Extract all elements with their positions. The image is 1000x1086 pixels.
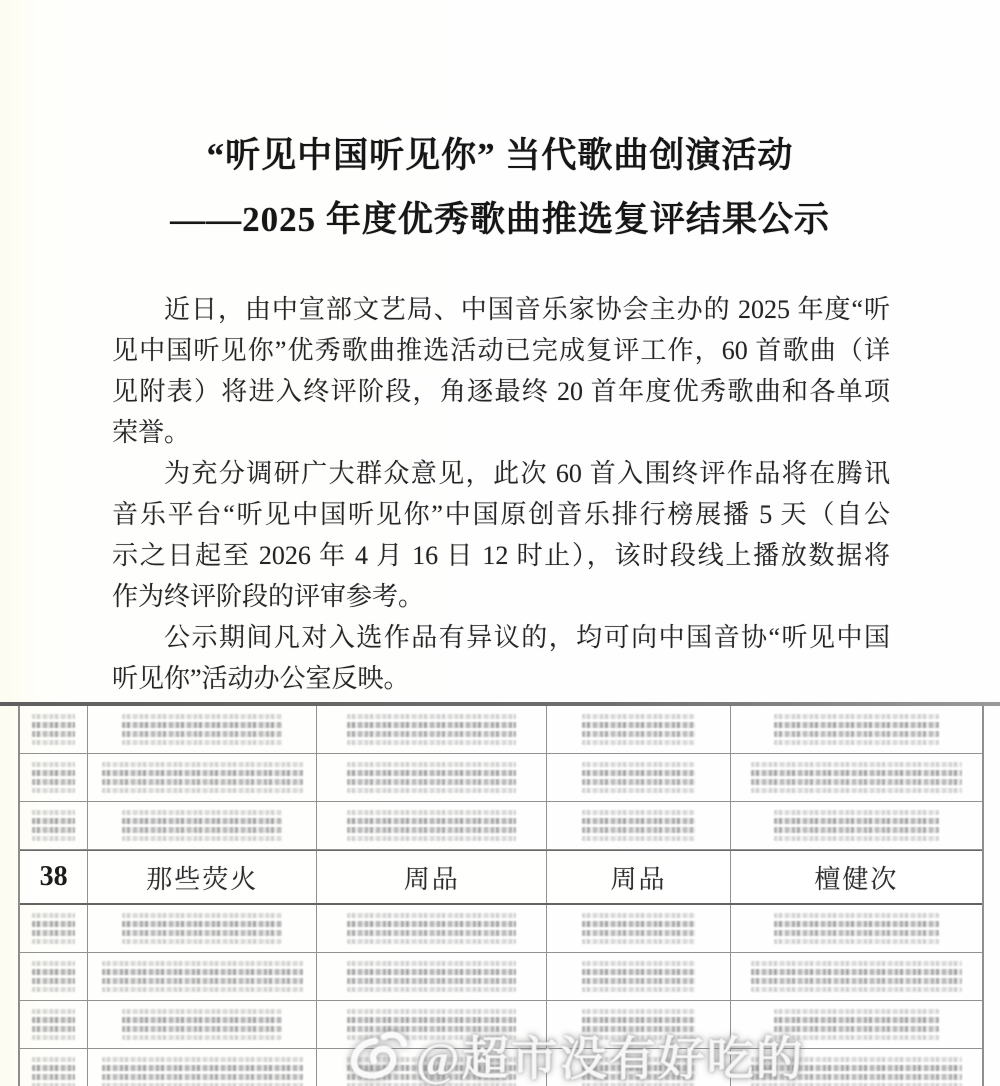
cell-redacted bbox=[88, 1001, 317, 1048]
pixelated-text bbox=[774, 714, 940, 745]
pixelated-text bbox=[102, 1057, 303, 1086]
cell-song-title bbox=[88, 851, 317, 903]
body-line: 公示期间凡对入选作品有异议的，均可向中国音协“听见中国 bbox=[164, 623, 890, 652]
cell-redacted bbox=[547, 802, 731, 849]
cell-redacted bbox=[88, 802, 317, 849]
pixelated-text bbox=[347, 714, 516, 745]
body-line: 示之日起至 2026 年 4 月 16 日 12 时止），该时段线上播放数据将 bbox=[112, 541, 890, 570]
cell-redacted bbox=[88, 953, 317, 1000]
body-line: 见中国听见你”优秀歌曲推选活动已完成复评工作，60 首歌曲（详 bbox=[112, 336, 890, 365]
pixelated-text bbox=[347, 762, 516, 793]
cell-redacted bbox=[20, 802, 88, 849]
pixelated-text bbox=[774, 913, 940, 944]
pixelated-text bbox=[32, 961, 75, 992]
watermark bbox=[346, 1026, 805, 1084]
pixelated-text bbox=[102, 961, 303, 992]
pixelated-text bbox=[582, 810, 695, 841]
page-title-line-1: “听见中国听见你” 当代歌曲创演活动 bbox=[206, 136, 794, 175]
cell-redacted bbox=[317, 706, 547, 753]
pixelated-text bbox=[32, 810, 75, 841]
cell-redacted bbox=[731, 802, 982, 849]
cell-redacted bbox=[731, 905, 982, 952]
pixelated-text bbox=[347, 961, 516, 992]
cell-redacted bbox=[88, 754, 317, 801]
body-line: 荣誉。 bbox=[112, 418, 191, 447]
cell-redacted bbox=[20, 706, 88, 753]
cell-redacted bbox=[547, 706, 731, 753]
row-number: 38 bbox=[39, 861, 68, 892]
body-line: 作为终评阶段的评审参考。 bbox=[112, 582, 425, 611]
pixelated-text bbox=[751, 762, 962, 793]
cell-redacted bbox=[547, 953, 731, 1000]
body-line: 音乐平台“听见中国听见你”中国原创音乐排行榜展播 5 天（自公 bbox=[112, 500, 890, 529]
cell-redacted bbox=[317, 802, 547, 849]
pixelated-text bbox=[122, 913, 282, 944]
page-title-line-2: ——2025 年度优秀歌曲推选复评结果公示 bbox=[170, 200, 830, 239]
pixelated-text bbox=[122, 810, 282, 841]
cell-composer bbox=[547, 851, 731, 903]
cell-redacted bbox=[20, 754, 88, 801]
body-line: 近日，由中宣部文艺局、中国音乐家协会主办的 2025 年度“听 bbox=[164, 295, 890, 324]
pixelated-text bbox=[582, 961, 695, 992]
pixelated-text bbox=[774, 810, 940, 841]
cell-lyricist bbox=[317, 851, 547, 903]
cell-redacted bbox=[731, 953, 982, 1000]
cell-redacted bbox=[547, 905, 731, 952]
cell-redacted bbox=[20, 905, 88, 952]
pixelated-text bbox=[102, 762, 303, 793]
table-row-38 bbox=[20, 850, 982, 905]
cell-redacted bbox=[20, 953, 88, 1000]
table-row-redacted bbox=[20, 905, 982, 953]
pixelated-text bbox=[32, 762, 75, 793]
body-line: 听见你”活动办公室反映。 bbox=[112, 664, 410, 693]
cell-performer bbox=[731, 851, 982, 903]
pixelated-text bbox=[122, 714, 282, 745]
pixelated-text bbox=[582, 714, 695, 745]
cell-redacted bbox=[731, 754, 982, 801]
cell-redacted bbox=[88, 905, 317, 952]
body-text bbox=[112, 289, 890, 699]
composer-name: 周品 bbox=[610, 864, 667, 894]
cell-redacted bbox=[88, 1049, 317, 1086]
paragraph-2 bbox=[112, 453, 890, 617]
table-row-redacted bbox=[20, 754, 982, 802]
pixelated-text bbox=[32, 1009, 75, 1040]
cell-row-number bbox=[20, 851, 88, 903]
cell-redacted bbox=[20, 1049, 88, 1086]
table-row-redacted bbox=[20, 802, 982, 850]
body-line: 见附表）将进入终评阶段，角逐最终 20 首年度优秀歌曲和各单项 bbox=[112, 377, 890, 406]
pixelated-text bbox=[582, 913, 695, 944]
table-row-redacted bbox=[20, 953, 982, 1001]
lyricist-name: 周品 bbox=[403, 864, 460, 894]
pixelated-text bbox=[32, 913, 75, 944]
body-line: 为充分调研广大群众意见，此次 60 首入围终评作品将在腾讯 bbox=[164, 459, 890, 488]
pixelated-text bbox=[582, 762, 695, 793]
pixelated-text bbox=[32, 1057, 75, 1086]
cell-redacted bbox=[20, 1001, 88, 1048]
song-title: 那些荧火 bbox=[146, 864, 259, 894]
performer-name: 檀健次 bbox=[814, 864, 899, 894]
pixelated-text bbox=[347, 913, 516, 944]
paragraph-1 bbox=[112, 289, 890, 453]
page-title bbox=[0, 124, 1000, 252]
cell-redacted bbox=[317, 905, 547, 952]
watermark-text: @超市没有好吃的 bbox=[416, 1033, 805, 1086]
cell-redacted bbox=[317, 754, 547, 801]
pixelated-text bbox=[32, 714, 75, 745]
table-row-redacted bbox=[20, 706, 982, 754]
cell-redacted bbox=[731, 706, 982, 753]
cell-redacted bbox=[317, 953, 547, 1000]
weibo-logo-icon bbox=[346, 1028, 408, 1082]
pixelated-text bbox=[347, 810, 516, 841]
pixelated-text bbox=[751, 961, 962, 992]
cell-redacted bbox=[88, 706, 317, 753]
pixelated-text bbox=[122, 1009, 282, 1040]
cell-redacted bbox=[547, 754, 731, 801]
paragraph-3 bbox=[112, 617, 890, 699]
